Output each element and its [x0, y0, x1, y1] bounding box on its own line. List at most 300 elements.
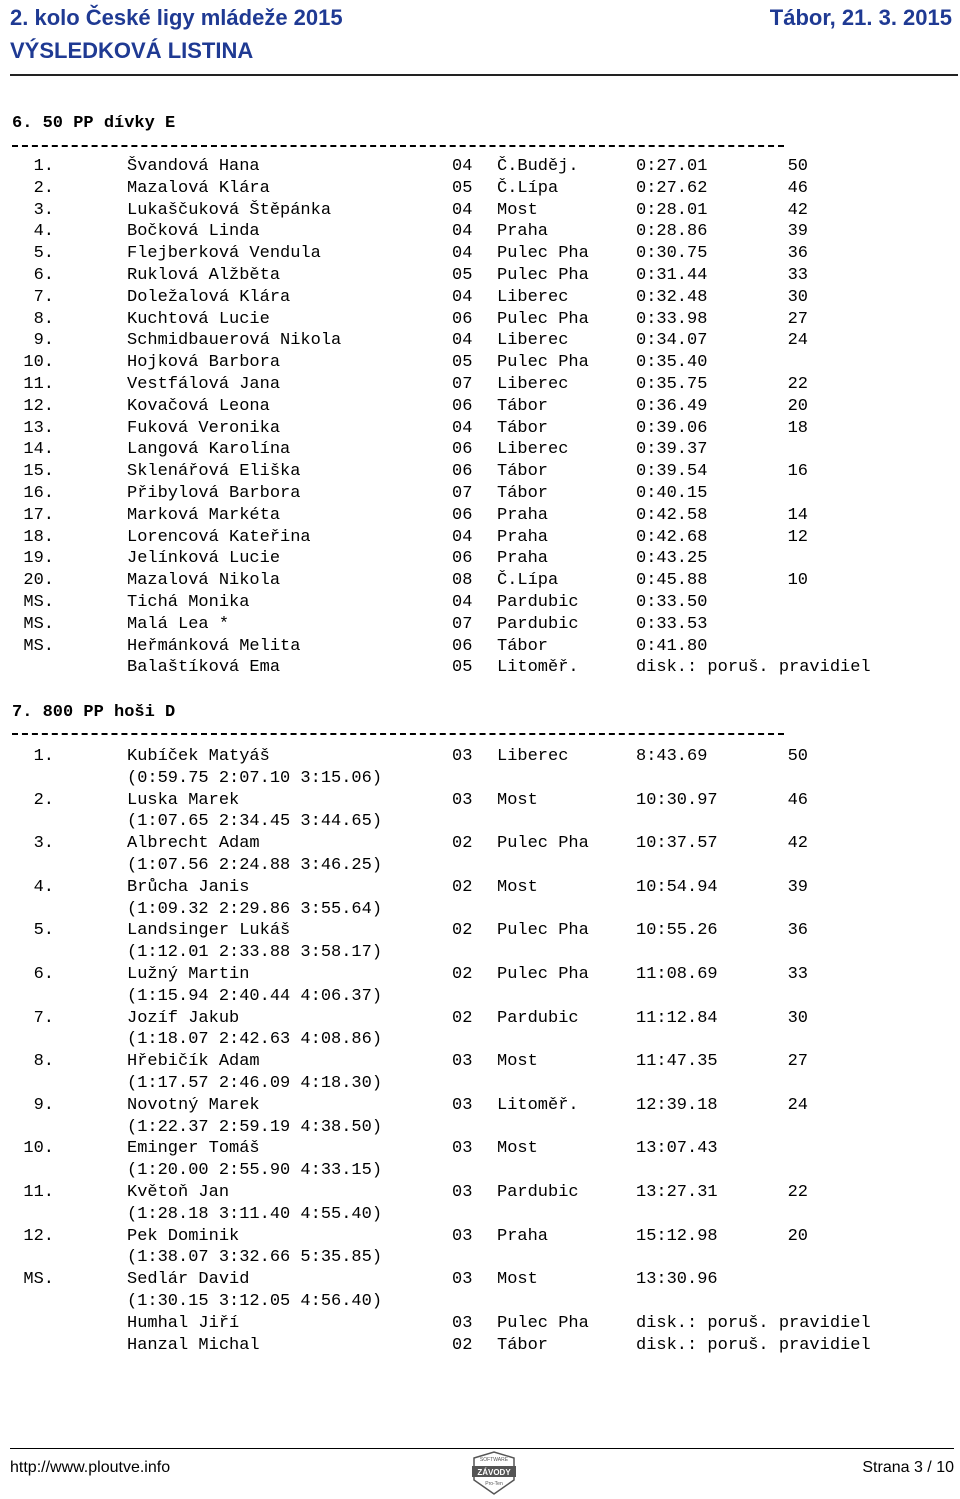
- result-row: [0, 1269, 960, 1291]
- swimmer-name: Pek Dominik: [127, 1226, 240, 1246]
- swimmer-name: Humhal Jiří: [127, 1313, 240, 1333]
- result-row: [0, 156, 960, 178]
- swimmer-name: Lukaščuková Štěpánka: [127, 200, 332, 220]
- result-time: 0:33.98: [636, 309, 708, 329]
- birth-year: 03: [452, 1095, 473, 1115]
- result-time: 15:12.98: [636, 1226, 718, 1246]
- club: Tábor: [497, 1335, 549, 1355]
- split-times-row: [0, 768, 960, 790]
- birth-year: 03: [452, 1052, 473, 1072]
- split-times: (1:17.57 2:46.09 4:18.30): [127, 1074, 383, 1093]
- result-time: 0:41.80: [636, 636, 708, 656]
- result-row: [0, 221, 960, 243]
- split-times: (1:18.07 2:42.63 4:08.86): [127, 1030, 383, 1050]
- birth-year: 06: [452, 505, 473, 525]
- points: 30: [787, 1008, 808, 1028]
- result-row: [0, 483, 960, 505]
- section-dashed-rule: [12, 733, 784, 735]
- birth-year: 07: [452, 375, 473, 394]
- birth-year: 05: [452, 266, 473, 285]
- points: 33: [787, 266, 808, 285]
- points: 22: [787, 375, 808, 394]
- rank: 15.: [23, 462, 54, 482]
- split-times-row: [0, 986, 960, 1008]
- split-times: (1:20.00 2:55.90 4:33.15): [127, 1161, 383, 1181]
- birth-year: 03: [452, 790, 473, 810]
- points: 36: [787, 921, 808, 941]
- club: Most: [497, 1052, 538, 1072]
- birth-year: 02: [452, 1008, 473, 1028]
- rank: 5.: [33, 244, 54, 264]
- rank: MS.: [23, 593, 54, 612]
- birth-year: 02: [452, 877, 473, 897]
- club: Litoměř.: [497, 1095, 579, 1115]
- result-row: [0, 1226, 960, 1248]
- rank: 7.: [33, 1008, 54, 1028]
- swimmer-name: Langová Karolína: [127, 440, 291, 460]
- points: 14: [787, 505, 808, 525]
- swimmer-name: Švandová Hana: [127, 157, 260, 176]
- birth-year: 07: [452, 614, 473, 634]
- points: 24: [787, 1095, 808, 1115]
- result-time: 13:27.31: [636, 1183, 718, 1202]
- rank: 8.: [33, 309, 54, 329]
- swimmer-name: Tichá Monika: [127, 593, 250, 612]
- swimmer-name: Landsinger Lukáš: [127, 921, 291, 941]
- result-row: [0, 1008, 960, 1030]
- result-row: [0, 439, 960, 461]
- rank: 4.: [33, 877, 54, 897]
- results-list-title: VÝSLEDKOVÁ LISTINA: [10, 38, 254, 63]
- rank: 20.: [23, 571, 54, 591]
- birth-year: 04: [452, 157, 473, 176]
- birth-year: 04: [452, 222, 473, 242]
- club: Tábor: [497, 636, 549, 656]
- club: Č.Buděj.: [497, 157, 579, 176]
- birth-year: 02: [452, 921, 473, 941]
- result-time: 11:47.35: [636, 1052, 718, 1072]
- section-title: 7. 800 PP hoši D: [12, 703, 176, 722]
- result-time: 0:35.40: [636, 353, 708, 373]
- result-time: 0:39.06: [636, 418, 708, 438]
- points: 20: [787, 396, 808, 416]
- rank: 1.: [33, 747, 54, 766]
- swimmer-name: Flejberková Vendula: [127, 244, 321, 264]
- swimmer-name: Přibylová Barbora: [127, 484, 301, 503]
- result-time: 0:35.75: [636, 375, 708, 394]
- club: Praha: [497, 549, 549, 569]
- result-time: 10:55.26: [636, 921, 718, 941]
- result-row: [0, 352, 960, 374]
- result-time: 10:54.94: [636, 877, 718, 897]
- rank: 3.: [33, 834, 54, 854]
- rank: 4.: [33, 222, 54, 242]
- swimmer-name: Mazalová Klára: [127, 178, 270, 198]
- birth-year: 06: [452, 309, 473, 329]
- club: Liberec: [497, 287, 569, 307]
- result-row: [0, 920, 960, 942]
- split-times: (1:28.18 3:11.40 4:55.40): [127, 1204, 383, 1224]
- club: Pulec Pha: [497, 244, 589, 264]
- birth-year: 03: [452, 1139, 473, 1159]
- result-row: [0, 657, 960, 679]
- club: Pulec Pha: [497, 1313, 589, 1333]
- club: Liberec: [497, 440, 569, 460]
- split-times: (1:09.32 2:29.86 3:55.64): [127, 899, 383, 919]
- rank: 19.: [23, 549, 54, 569]
- result-row: [0, 1051, 960, 1073]
- zavody-logo-icon: [468, 1450, 520, 1496]
- split-times: (0:59.75 2:07.10 3:15.06): [127, 768, 383, 788]
- points: 20: [787, 1226, 808, 1246]
- birth-year: 06: [452, 440, 473, 460]
- club: Pardubic: [497, 1008, 579, 1028]
- page-header: [10, 0, 954, 82]
- result-time: 0:28.86: [636, 222, 708, 242]
- club: Tábor: [497, 484, 549, 503]
- header-divider: [10, 74, 958, 76]
- rank: 5.: [33, 921, 54, 941]
- points: 46: [787, 790, 808, 810]
- swimmer-name: Marková Markéta: [127, 505, 281, 525]
- club: Most: [497, 1270, 538, 1290]
- club: Praha: [497, 222, 549, 242]
- points: 30: [787, 287, 808, 307]
- birth-year: 06: [452, 462, 473, 482]
- club: Praha: [497, 1226, 549, 1246]
- birth-year: 05: [452, 178, 473, 198]
- birth-year: 03: [452, 1183, 473, 1202]
- result-time: 0:33.53: [636, 614, 708, 634]
- club: Most: [497, 877, 538, 897]
- points: 22: [787, 1183, 808, 1202]
- points: 27: [787, 309, 808, 329]
- swimmer-name: Vestfálová Jana: [127, 375, 281, 394]
- split-times-row: [0, 1291, 960, 1313]
- swimmer-name: Mazalová Nikola: [127, 571, 281, 591]
- swimmer-name: Luska Marek: [127, 790, 240, 810]
- section-title: 6. 50 PP dívky E: [12, 114, 176, 133]
- rank: 2.: [33, 178, 54, 198]
- swimmer-name: Lužný Martin: [127, 965, 250, 984]
- club: Most: [497, 1139, 538, 1159]
- result-time: 0:31.44: [636, 266, 708, 285]
- swimmer-name: Hřebičík Adam: [127, 1052, 260, 1072]
- birth-year: 04: [452, 200, 473, 220]
- rank: MS.: [23, 614, 54, 634]
- birth-year: 07: [452, 484, 473, 503]
- club: Pulec Pha: [497, 266, 589, 285]
- result-time: 0:40.15: [636, 484, 708, 503]
- birth-year: 06: [452, 549, 473, 569]
- result-time: 8:43.69: [636, 747, 708, 766]
- swimmer-name: Jozíf Jakub: [127, 1008, 240, 1028]
- result-row: [0, 877, 960, 899]
- club: Litoměř.: [497, 658, 579, 678]
- points: 12: [787, 527, 808, 547]
- rank: 2.: [33, 790, 54, 810]
- split-times: (1:07.65 2:34.45 3:44.65): [127, 812, 383, 832]
- swimmer-name: Květoň Jan: [127, 1183, 230, 1202]
- result-time: 0:27.01: [636, 157, 708, 176]
- points: 42: [787, 200, 808, 220]
- points: 42: [787, 834, 808, 854]
- logo-top-text: SOFTWARE: [479, 1457, 509, 1463]
- rank: 6.: [33, 965, 54, 984]
- logo-bottom-text: Pro-Ten: [485, 1481, 503, 1487]
- birth-year: 08: [452, 571, 473, 591]
- points: 18: [787, 418, 808, 438]
- split-times-row: [0, 1160, 960, 1182]
- swimmer-name: Eminger Tomáš: [127, 1139, 260, 1159]
- logo-main-text: ZÁVODY: [477, 1468, 511, 1477]
- split-times-row: [0, 855, 960, 877]
- rank: 14.: [23, 440, 54, 460]
- result-row: [0, 527, 960, 549]
- swimmer-name: Kubíček Matyáš: [127, 747, 270, 766]
- result-row: [0, 243, 960, 265]
- result-row: [0, 330, 960, 352]
- swimmer-name: Kuchtová Lucie: [127, 309, 270, 329]
- rank: 9.: [33, 331, 54, 351]
- rank: 6.: [33, 266, 54, 285]
- points: 39: [787, 877, 808, 897]
- result-row: [0, 200, 960, 222]
- swimmer-name: Hojková Barbora: [127, 353, 281, 373]
- birth-year: 03: [452, 1226, 473, 1246]
- split-times: (1:12.01 2:33.88 3:58.17): [127, 943, 383, 963]
- club: Pardubic: [497, 614, 579, 634]
- result-time: 0:45.88: [636, 571, 708, 591]
- split-times-row: [0, 1029, 960, 1051]
- result-row: [0, 1335, 960, 1357]
- result-time: 12:39.18: [636, 1095, 718, 1115]
- result-row: [0, 570, 960, 592]
- rank: 10.: [23, 1139, 54, 1159]
- swimmer-name: Heřmánková Melita: [127, 636, 301, 656]
- birth-year: 06: [452, 636, 473, 656]
- result-row: [0, 374, 960, 396]
- birth-year: 05: [452, 353, 473, 373]
- swimmer-name: Bočková Linda: [127, 222, 260, 242]
- club: Pulec Pha: [497, 834, 589, 854]
- birth-year: 04: [452, 331, 473, 351]
- swimmer-name: Schmidbauerová Nikola: [127, 331, 342, 351]
- club: Pulec Pha: [497, 353, 589, 373]
- section-dashed-rule: [12, 145, 784, 147]
- result-time: 0:39.54: [636, 462, 708, 482]
- result-row: [0, 309, 960, 331]
- rank: 1.: [33, 157, 54, 176]
- result-row: [0, 505, 960, 527]
- birth-year: 05: [452, 658, 473, 678]
- club: Liberec: [497, 331, 569, 351]
- club: Pardubic: [497, 1183, 579, 1202]
- points: 10: [787, 571, 808, 591]
- club: Praha: [497, 505, 549, 525]
- result-time: 11:08.69: [636, 965, 718, 984]
- birth-year: 04: [452, 527, 473, 547]
- rank: 8.: [33, 1052, 54, 1072]
- split-times-row: [0, 1073, 960, 1095]
- page-number: Strana 3 / 10: [862, 1459, 954, 1476]
- points: 39: [787, 222, 808, 242]
- result-row: [0, 746, 960, 768]
- birth-year: 02: [452, 834, 473, 854]
- result-row: [0, 1138, 960, 1160]
- result-row: [0, 592, 960, 614]
- swimmer-name: Ruklová Alžběta: [127, 266, 281, 285]
- rank: 9.: [33, 1095, 54, 1115]
- footer-url[interactable]: http://www.ploutve.info: [10, 1459, 171, 1476]
- rank: 10.: [23, 353, 54, 373]
- result-time: 11:12.84: [636, 1008, 718, 1028]
- rank: MS.: [23, 636, 54, 656]
- swimmer-name: Albrecht Adam: [127, 834, 260, 854]
- footer-divider: [10, 1448, 954, 1449]
- result-row: [0, 548, 960, 570]
- split-times-row: [0, 811, 960, 833]
- club: Liberec: [497, 375, 569, 394]
- birth-year: 03: [452, 1313, 473, 1333]
- swimmer-name: Brůcha Janis: [127, 877, 250, 897]
- split-times: (1:07.56 2:24.88 3:46.25): [127, 856, 383, 875]
- birth-year: 04: [452, 287, 473, 307]
- result-row: [0, 833, 960, 855]
- result-time: 0:42.68: [636, 527, 708, 547]
- result-row: [0, 1095, 960, 1117]
- result-time: 0:32.48: [636, 287, 708, 307]
- club: Liberec: [497, 747, 569, 766]
- result-row: [0, 396, 960, 418]
- result-time: 0:28.01: [636, 200, 708, 220]
- result-time: 0:30.75: [636, 244, 708, 264]
- birth-year: 03: [452, 1270, 473, 1290]
- club: Most: [497, 200, 538, 220]
- split-times: (1:30.15 3:12.05 4:56.40): [127, 1292, 383, 1311]
- split-times-row: [0, 942, 960, 964]
- rank: 12.: [23, 396, 54, 416]
- swimmer-name: Novotný Marek: [127, 1095, 260, 1115]
- split-times: (1:22.37 2:59.19 4:38.50): [127, 1117, 383, 1137]
- result-time: 0:34.07: [636, 331, 708, 351]
- result-row: [0, 636, 960, 658]
- club: Tábor: [497, 462, 549, 482]
- points: 24: [787, 331, 808, 351]
- split-times-row: [0, 1247, 960, 1269]
- swimmer-name: Lorencová Kateřina: [127, 527, 311, 547]
- result-row: [0, 614, 960, 636]
- result-row: [0, 1313, 960, 1335]
- result-time: 0:33.50: [636, 593, 708, 612]
- result-time: 0:39.37: [636, 440, 708, 460]
- split-times: (1:15.94 2:40.44 4:06.37): [127, 986, 383, 1006]
- club: Č.Lípa: [497, 178, 559, 198]
- result-time: 10:37.57: [636, 834, 718, 854]
- rank: 11.: [23, 1183, 54, 1202]
- club: Pardubic: [497, 593, 579, 612]
- rank: 11.: [23, 375, 54, 394]
- result-row: [0, 964, 960, 986]
- rank: MS.: [23, 1270, 54, 1290]
- swimmer-name: Doležalová Klára: [127, 287, 291, 307]
- club: Tábor: [497, 418, 549, 438]
- swimmer-name: Kovačová Leona: [127, 396, 270, 416]
- points: 27: [787, 1052, 808, 1072]
- result-row: [0, 265, 960, 287]
- club: Pulec Pha: [497, 921, 589, 941]
- result-row: [0, 287, 960, 309]
- club: Most: [497, 790, 538, 810]
- result-time: 0:42.58: [636, 505, 708, 525]
- swimmer-name: Sklenářová Eliška: [127, 462, 301, 482]
- birth-year: 04: [452, 244, 473, 264]
- disqualification-note: disk.: poruš. pravidiel: [636, 658, 871, 678]
- rank: 3.: [33, 200, 54, 220]
- swimmer-name: Fuková Veronika: [127, 418, 281, 438]
- swimmer-name: Balaštíková Ema: [127, 658, 281, 678]
- disqualification-note: disk.: poruš. pravidiel: [636, 1335, 871, 1355]
- result-row: [0, 178, 960, 200]
- points: 46: [787, 178, 808, 198]
- split-times-row: [0, 1117, 960, 1139]
- rank: 16.: [23, 484, 54, 503]
- rank: 12.: [23, 1226, 54, 1246]
- club: Tábor: [497, 396, 549, 416]
- result-time: 13:30.96: [636, 1270, 718, 1290]
- result-time: 10:30.97: [636, 790, 718, 810]
- split-times-row: [0, 899, 960, 921]
- club: Praha: [497, 527, 549, 547]
- birth-year: 03: [452, 747, 473, 766]
- points: 50: [787, 747, 808, 766]
- result-time: 0:43.25: [636, 549, 708, 569]
- points: 50: [787, 157, 808, 176]
- disqualification-note: disk.: poruš. pravidiel: [636, 1313, 871, 1333]
- birth-year: 04: [452, 593, 473, 612]
- result-row: [0, 1182, 960, 1204]
- birth-year: 06: [452, 396, 473, 416]
- result-time: 13:07.43: [636, 1139, 718, 1159]
- birth-year: 04: [452, 418, 473, 438]
- rank: 18.: [23, 527, 54, 547]
- club: Č.Lípa: [497, 571, 559, 591]
- competition-title: 2. kolo České ligy mládeže 2015: [10, 5, 343, 30]
- rank: 13.: [23, 418, 54, 438]
- club: Pulec Pha: [497, 309, 589, 329]
- split-times-row: [0, 1204, 960, 1226]
- points: 33: [787, 965, 808, 984]
- result-row: [0, 790, 960, 812]
- birth-year: 02: [452, 965, 473, 984]
- rank: 7.: [33, 287, 54, 307]
- split-times: (1:38.07 3:32.66 5:35.85): [127, 1248, 383, 1268]
- result-row: [0, 418, 960, 440]
- swimmer-name: Malá Lea *: [127, 614, 230, 634]
- club: Pulec Pha: [497, 965, 589, 984]
- place-date: Tábor, 21. 3. 2015: [769, 5, 952, 30]
- points: 16: [787, 462, 808, 482]
- result-time: 0:36.49: [636, 396, 708, 416]
- swimmer-name: Hanzal Michal: [127, 1335, 260, 1355]
- result-time: 0:27.62: [636, 178, 708, 198]
- points: 36: [787, 244, 808, 264]
- birth-year: 02: [452, 1335, 473, 1355]
- result-row: [0, 461, 960, 483]
- swimmer-name: Sedlár David: [127, 1270, 250, 1290]
- rank: 17.: [23, 505, 54, 525]
- swimmer-name: Jelínková Lucie: [127, 549, 281, 569]
